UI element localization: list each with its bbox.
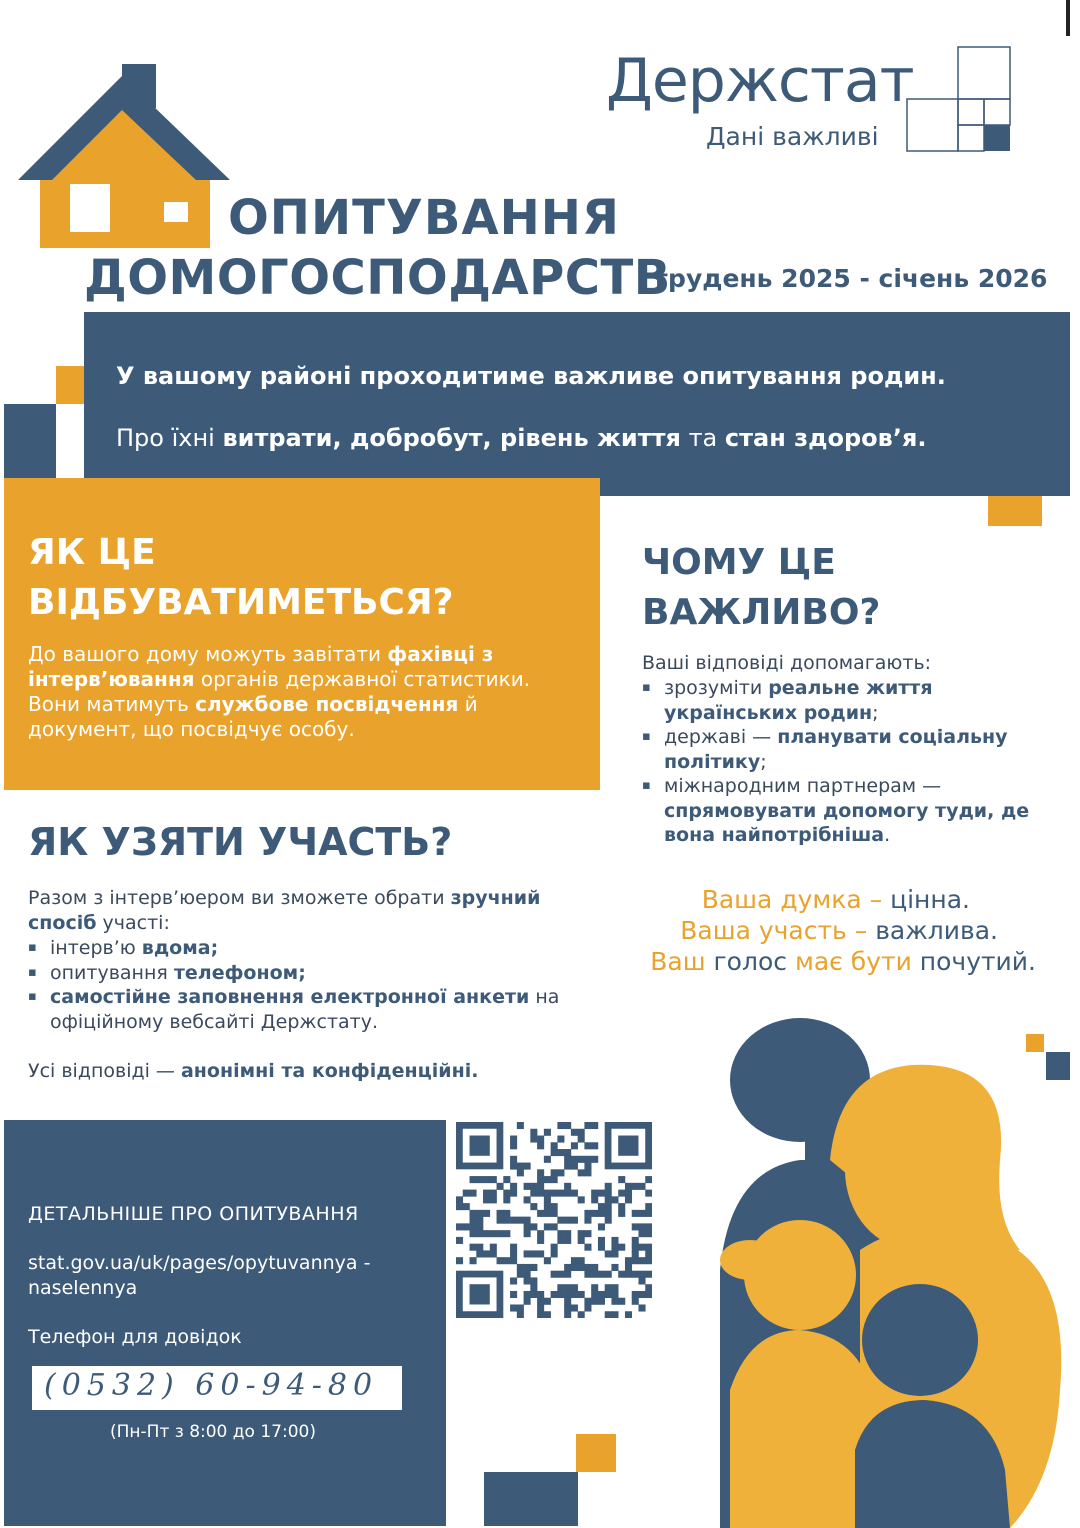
participate-heading: ЯК УЗЯТИ УЧАСТЬ? (28, 820, 453, 864)
contact-panel (4, 1120, 446, 1526)
motto-line3: Ваш голос має бути почутий. (650, 947, 1036, 976)
deco-square (484, 1472, 578, 1526)
why-intro: Ваші відповіді допомагають: (642, 652, 932, 674)
how-section-panel (4, 478, 600, 790)
list-item: ▪ зрозуміти реальне життя українських родин; (642, 676, 1062, 725)
phone-number[interactable]: (0532) 60-94-80 (44, 1368, 379, 1403)
banner-line2-bold2: стан здоров’я. (724, 424, 927, 452)
logo-name: Держстат (606, 46, 914, 116)
banner-line2 (116, 424, 926, 452)
participate-list (28, 936, 608, 1034)
how-heading-line1: ЯК ЦЕ (28, 532, 156, 573)
how-heading (28, 528, 588, 628)
how-text (28, 642, 588, 742)
list-item: ▪ опитування телефоном; (28, 961, 608, 986)
list-item: ▪ самостійне заповнення електронної анкети на офіційному вебсайті Держстату. (28, 985, 608, 1034)
deco-square (4, 404, 56, 478)
how-text-part: До вашого дому можуть завітати (28, 642, 388, 666)
family-illustration (690, 1010, 1070, 1528)
intro-banner (84, 312, 1070, 496)
qr-code-icon[interactable] (456, 1122, 652, 1318)
why-heading-line2: ВАЖЛИВО? (642, 592, 881, 633)
logo-tagline: Дані важливі (706, 122, 879, 151)
list-item: ▪ інтерв’ю вдома; (28, 936, 608, 961)
banner-line1: У вашому районі проходитиме важливе опитування родин. (116, 362, 946, 390)
motto-line2: Ваша участь – важлива. (680, 916, 998, 945)
why-heading (642, 538, 880, 638)
list-item: ▪ державі — планувати соціальну політику; (642, 725, 1062, 774)
survey-url-link[interactable]: stat.gov.ua/uk/pages/opytuvannya -naselennya (28, 1252, 371, 1299)
motto-line1: Ваша думка – цінна. (701, 885, 970, 914)
how-text-part: й документ, що посвідчує особу. (28, 692, 478, 741)
deco-square (576, 1434, 616, 1472)
logo-grid-icon (906, 46, 1012, 154)
why-list (642, 676, 1062, 848)
participate-intro: Разом з інтерв’юером ви зможете обрати зручний спосіб участі: (28, 887, 541, 934)
anonymity-note: Усі відповіді — анонімні та конфіденційні. (28, 1060, 479, 1082)
house-icon (18, 62, 230, 252)
list-item: ▪ міжнародним партнерам — спрямовувати допомогу туди, де вона найпотрібніша. (642, 774, 1062, 848)
survey-dates: грудень 2025 - січень 2026 (655, 264, 1048, 293)
how-text-bold: фахівці з інтерв’ювання (28, 642, 494, 691)
why-heading-line1: ЧОМУ ЦЕ (642, 542, 836, 583)
deco-square (1066, 0, 1070, 36)
motto (600, 884, 1060, 977)
phone-label: Телефон для довідок (28, 1326, 242, 1348)
banner-line2-prefix: Про їхні (116, 424, 223, 452)
how-text-bold: службове посвідчення (195, 692, 459, 716)
how-heading-line2: ВІДБУВАТИМЕТЬСЯ? (28, 582, 454, 623)
office-hours: (Пн-Пт з 8:00 до 17:00) (110, 1422, 316, 1442)
page-title-line1: ОПИТУВАННЯ (228, 190, 620, 246)
how-text-part: органів державної статистики. Вони матимуть (28, 667, 531, 716)
more-info-label: ДЕТАЛЬНІШЕ ПРО ОПИТУВАННЯ (28, 1203, 359, 1225)
page-title-line2: ДОМОГОСПОДАРСТВ (84, 250, 671, 306)
banner-line2-bold1: витрати, добробут, рівень життя (222, 424, 681, 452)
banner-line2-mid: та (680, 424, 725, 452)
